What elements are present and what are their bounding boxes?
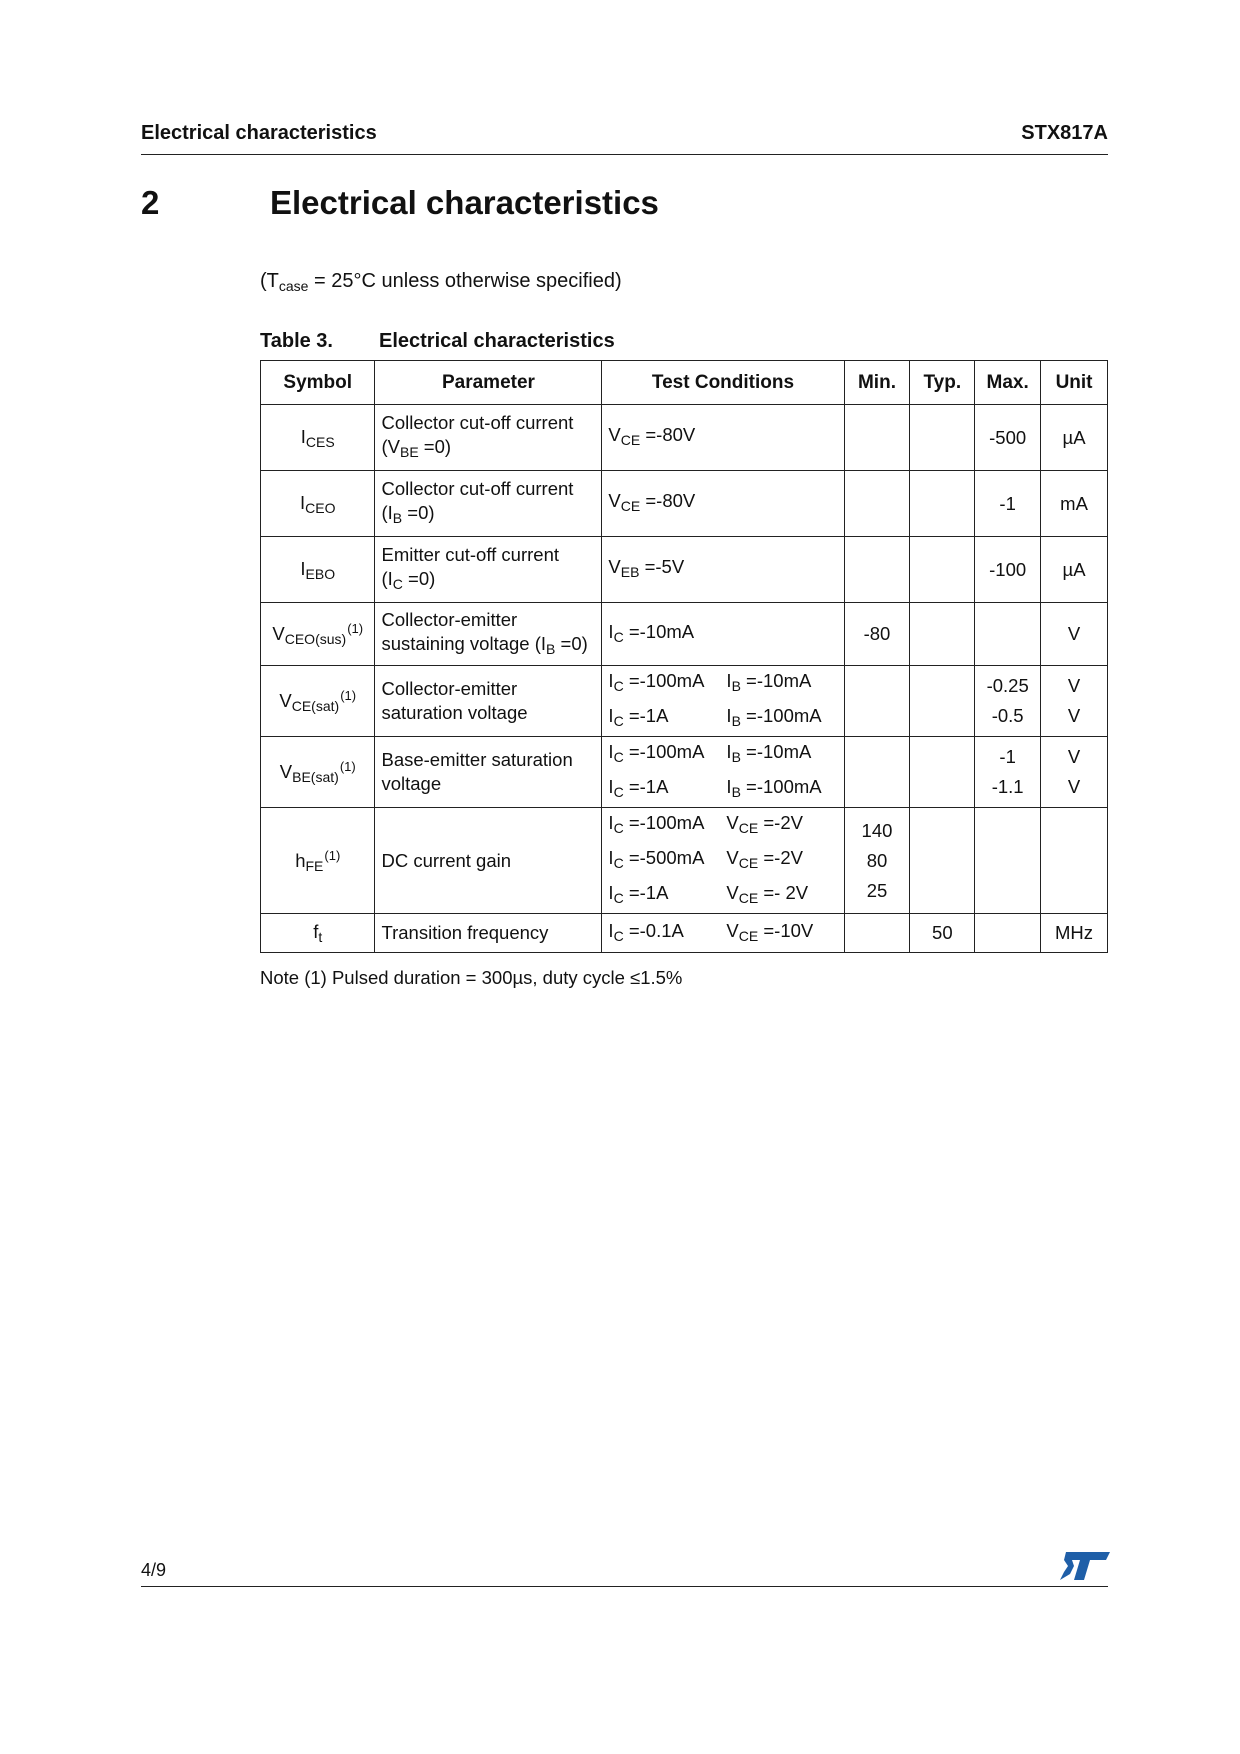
- cell-unit: mA: [1041, 471, 1108, 537]
- cell-min: [844, 405, 910, 471]
- test-condition-line: $I_C =-500mA$ $V_{CE} =-2V$: [608, 847, 803, 871]
- header-symbol: Symbol: [261, 361, 375, 405]
- cell-symbol: $h_{FE}^{(1)}$: [261, 808, 375, 914]
- cell-test-conditions: [602, 666, 844, 737]
- table-row: [261, 471, 1108, 537]
- cell-test-conditions: [602, 603, 844, 666]
- cell-symbol: $V_{CE(sat)}^{(1)}$: [261, 666, 375, 737]
- test-condition-line: $I_C =-100mA$ $I_B =-10mA$: [608, 741, 812, 765]
- test-condition-line: $I_C =-100mA$ $I_B =-10mA$: [608, 670, 812, 694]
- test-condition-line: $I_C =-1A$ $I_B =-100mA$: [608, 776, 822, 800]
- header-typ: Typ.: [910, 361, 975, 405]
- cell-max: -1: [975, 471, 1041, 537]
- running-header-part-number: STX817A: [1021, 122, 1108, 144]
- cell-unit: µA: [1041, 537, 1108, 603]
- cell-max: -1 -1.1: [975, 737, 1041, 808]
- cell-test-conditions: [602, 537, 844, 603]
- test-condition-line: $V_{CE} =-80V$: [608, 424, 696, 448]
- cell-unit: V V: [1041, 737, 1108, 808]
- table-header-row: [261, 361, 1108, 405]
- cell-test-conditions: [602, 471, 844, 537]
- cell-test-conditions: [602, 914, 844, 953]
- cell-typ: [910, 808, 975, 914]
- cell-parameter: Transition frequency: [375, 914, 602, 953]
- cell-typ: [910, 737, 975, 808]
- cell-min: [844, 737, 910, 808]
- cell-typ: [910, 405, 975, 471]
- cell-test-conditions: [602, 405, 844, 471]
- header-parameter: Parameter: [375, 361, 602, 405]
- cell-min: [844, 666, 910, 737]
- cell-max: -500: [975, 405, 1041, 471]
- page-number: 4/9: [141, 1560, 167, 1580]
- cell-symbol: $f_t$: [261, 914, 375, 953]
- test-condition-line: $I_C =-100mA$ $V_{CE} =-2V$: [608, 812, 803, 836]
- cell-max: -100: [975, 537, 1041, 603]
- cell-parameter: DC current gain: [375, 808, 602, 914]
- header-unit: Unit: [1041, 361, 1108, 405]
- test-condition-line: $V_{CE} =-80V$: [608, 490, 696, 514]
- table-caption: [260, 330, 615, 353]
- test-conditions-note: ($T_{case} = 25^\circ C$ unless otherwise specified): [260, 270, 622, 294]
- cell-parameter: Collector cut-off current $(I_B =0)$: [375, 471, 602, 537]
- header-min: Min.: [844, 361, 910, 405]
- footnote: Note (1) Pulsed duration = 300µs, duty cycle ≤1.5%: [260, 967, 683, 988]
- section-title: Electrical characteristics: [270, 184, 659, 221]
- table-caption-label: Table 3.: [260, 330, 333, 352]
- cell-min: [844, 537, 910, 603]
- cell-test-conditions: [602, 808, 844, 914]
- footer-rule: [141, 1586, 1108, 1587]
- test-condition-line: $I_C =-10mA$: [608, 620, 695, 645]
- table-row: [261, 737, 1108, 808]
- cell-unit: µA: [1041, 405, 1108, 471]
- table-row: [261, 603, 1108, 666]
- table-row: [261, 666, 1108, 737]
- cell-symbol: $I_{CES}$: [261, 405, 375, 471]
- cell-min: -80: [844, 603, 910, 666]
- cell-min: [844, 914, 910, 953]
- cell-symbol: $V_{CEO(sus)}^{(1)}$: [261, 603, 375, 666]
- table-row: [261, 914, 1108, 953]
- cell-parameter: Collector cut-off current $(V_{BE} =0)$: [375, 405, 602, 471]
- cell-max: -0.25 -0.5: [975, 666, 1041, 737]
- table-row: [261, 808, 1108, 914]
- header-max: Max.: [975, 361, 1041, 405]
- cell-max: [975, 808, 1041, 914]
- cell-symbol: $I_{EBO}$: [261, 537, 375, 603]
- cell-symbol: $V_{BE(sat)}^{(1)}$: [261, 737, 375, 808]
- table-row: [261, 405, 1108, 471]
- table-caption-title: Electrical characteristics: [379, 330, 615, 352]
- cell-typ: [910, 537, 975, 603]
- header-test-conditions: Test Conditions: [602, 361, 844, 405]
- st-logo-icon: [1060, 1550, 1110, 1582]
- cell-min: [844, 471, 910, 537]
- test-condition-line: $I_C =-1A$ $I_B =-100mA$: [608, 705, 822, 729]
- section-number: 2: [141, 184, 160, 221]
- cell-parameter: Collector-emitter sustaining voltage $(I_B =0)$: [375, 603, 602, 666]
- cell-symbol: $I_{CEO}$: [261, 471, 375, 537]
- header-rule: [141, 154, 1108, 155]
- cell-typ: [910, 603, 975, 666]
- cell-min: 140 80 25: [844, 808, 910, 914]
- cell-unit: MHz: [1041, 914, 1108, 953]
- running-header-section: Electrical characteristics: [141, 122, 377, 144]
- cell-typ: [910, 666, 975, 737]
- table-row: [261, 537, 1108, 603]
- st-logo-text: ST: [1060, 1550, 1062, 1551]
- cell-max: [975, 914, 1041, 953]
- cell-test-conditions: [602, 737, 844, 808]
- cell-parameter: Base-emitter saturation voltage: [375, 737, 602, 808]
- cell-parameter: Collector-emitter saturation voltage: [375, 666, 602, 737]
- cell-unit: [1041, 808, 1108, 914]
- cell-parameter: Emitter cut-off current $(I_C =0)$: [375, 537, 602, 603]
- test-condition-line: $I_C =-0.1A$ $V_{CE} =-10V$: [608, 919, 814, 944]
- cell-typ: [910, 471, 975, 537]
- cell-max: [975, 603, 1041, 666]
- test-condition-line: $V_{EB} =-5V$: [608, 556, 685, 580]
- electrical-characteristics-table: [260, 360, 1108, 953]
- cell-typ: 50: [910, 914, 975, 953]
- cell-unit: V: [1041, 603, 1108, 666]
- test-condition-line: $I_C =-1A$ $V_{CE} =- 2V$: [608, 882, 809, 906]
- cell-unit: V V: [1041, 666, 1108, 737]
